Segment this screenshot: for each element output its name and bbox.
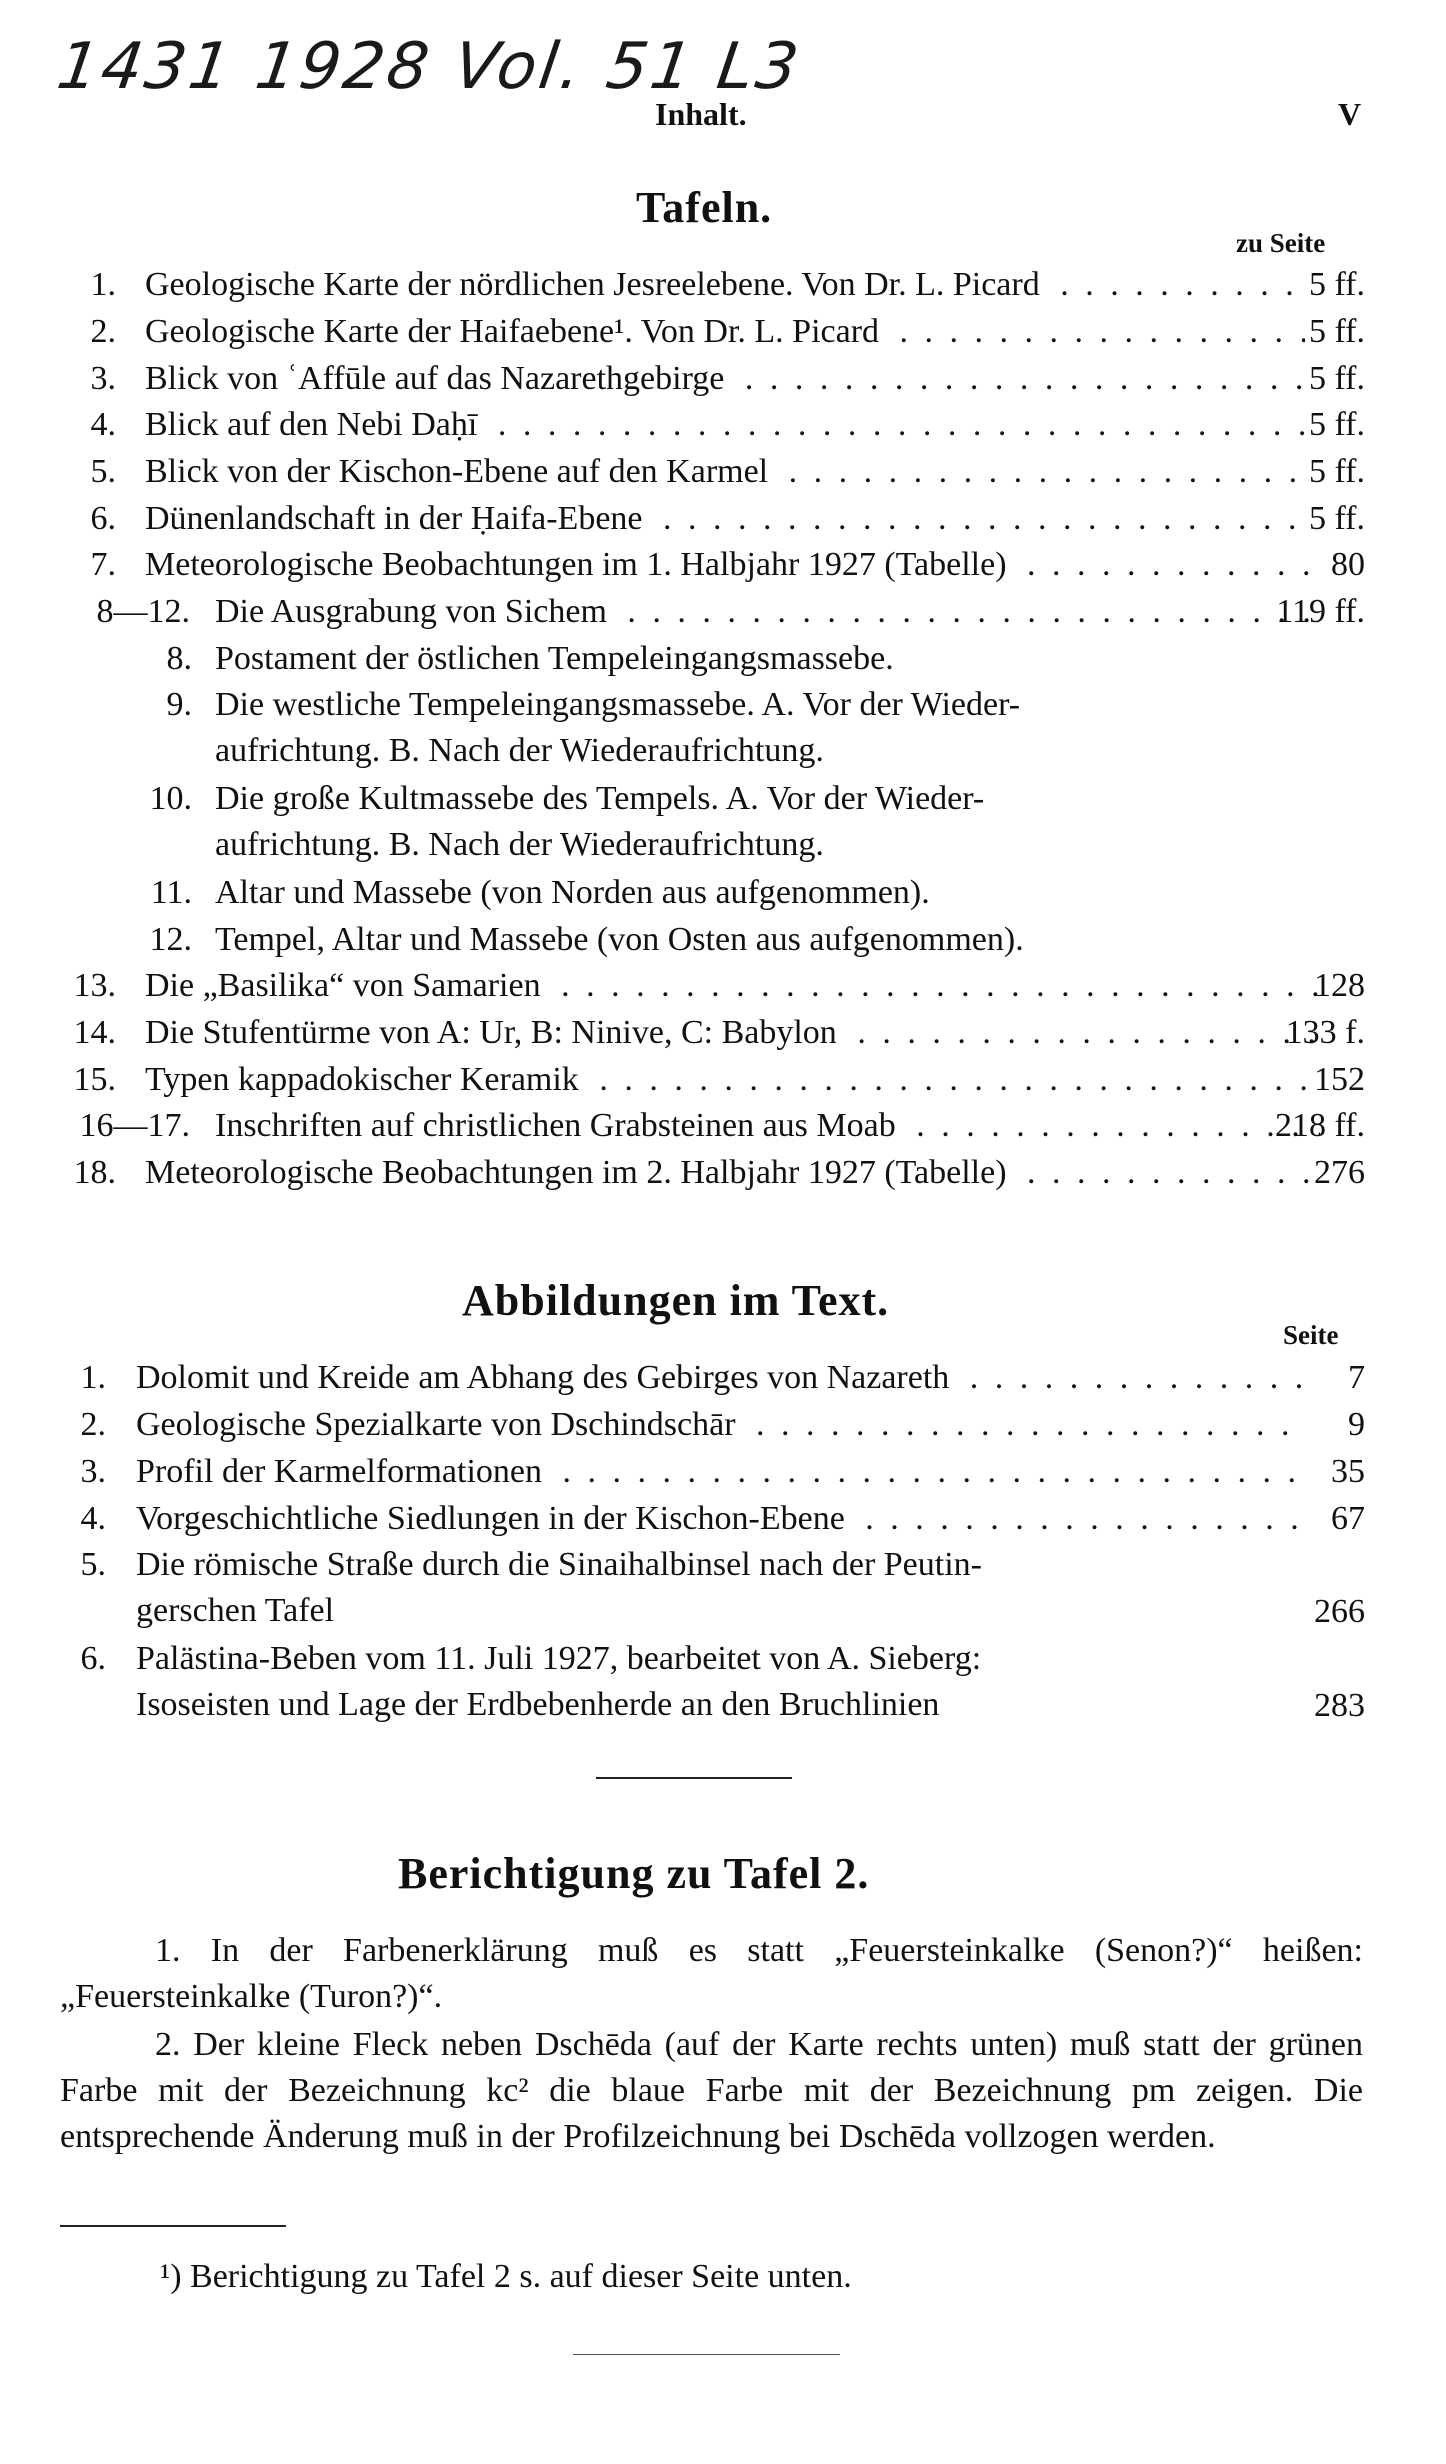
toc-entry-title-text: Die Ausgrabung von Sichem (215, 593, 615, 630)
toc-entry-title (145, 309, 1305, 355)
toc-entry-title (215, 589, 1315, 635)
toc-entry-page: 5 ff. (1308, 360, 1365, 397)
toc-entry-page: 128 (1314, 967, 1365, 1004)
toc-entry-title-text: Postament der östlichen Tempeleingangsmassebe. (215, 640, 902, 677)
toc-entry-page: 9 (1348, 1406, 1365, 1443)
toc-entry-number: 13. (73, 967, 116, 1004)
toc-entry-page: 5 ff. (1308, 313, 1365, 350)
toc-entry-page: 133 f. (1285, 1014, 1365, 1051)
toc-entry-title (136, 1636, 1336, 1682)
toc-entry-page: 119 ff. (1276, 593, 1365, 630)
toc-entry-page: 5 ff. (1308, 406, 1365, 443)
toc-entry-number: 2. (80, 1406, 106, 1443)
toc-entry-continuation-text: aufrichtung. B. Nach der Wiederaufrichtung. (215, 732, 824, 769)
toc-entry-title (136, 1496, 1308, 1542)
toc-entry-number: 14. (73, 1014, 116, 1051)
toc-entry-number: 8. (166, 640, 192, 677)
toc-entry-number: 3. (80, 1453, 106, 1490)
toc-entry-title-text: Vorgeschichtliche Siedlungen in der Kischon-Ebene (136, 1500, 853, 1537)
toc-entry-title-text: Inschriften auf christlichen Grabsteinen aus Moab (215, 1107, 904, 1144)
toc-entry-page: 7 (1348, 1359, 1365, 1396)
abbildungen-heading: Abbildungen im Text. (462, 1276, 890, 1325)
toc-entry-page: 152 (1314, 1061, 1365, 1098)
toc-entry-title (136, 1542, 1336, 1588)
bottom-rule (573, 2354, 840, 2355)
toc-entry-title (215, 776, 1365, 822)
toc-entry-page: 218 ff. (1274, 1107, 1365, 1144)
berichtigung-heading: Berichtigung zu Tafel 2. (398, 1849, 870, 1898)
footnote: ¹) Berichtigung zu Tafel 2 s. auf dieser Seite unten. (160, 2258, 852, 2295)
toc-entry-title-text: Palästina-Beben vom 11. Juli 1927, bearbeitet von A. Sieberg: (136, 1640, 989, 1677)
toc-entry-page: 67 (1331, 1500, 1365, 1537)
section-divider (596, 1777, 792, 1779)
toc-entry-number: 7. (90, 546, 116, 583)
toc-entry-title (145, 963, 1320, 1009)
toc-entry-number: 15. (73, 1061, 116, 1098)
toc-entry (60, 1057, 1365, 1103)
toc-entry (60, 542, 1365, 588)
toc-entry-page: 5 ff. (1308, 266, 1365, 303)
toc-entry-title (215, 682, 1365, 728)
toc-entry-title (136, 1402, 1308, 1448)
toc-entry-title-text: Blick auf den Nebi Daḥī (145, 406, 485, 443)
toc-entry (60, 636, 1365, 682)
toc-entry-title-text: Meteorologische Beobachtungen im 2. Halbjahr 1927 (Tabelle) (145, 1154, 1015, 1191)
running-head-page-numeral: V (1338, 96, 1362, 132)
toc-entry-number: 18. (73, 1154, 116, 1191)
toc-entry (60, 917, 1365, 963)
toc-entry-title (215, 917, 1365, 963)
toc-entry-number: 6. (90, 500, 116, 537)
toc-entry-title-text: Typen kappadokischer Keramik (145, 1061, 587, 1098)
toc-entry-title (215, 1103, 1320, 1149)
toc-entry-page: 5 ff. (1308, 500, 1365, 537)
tafeln-column-header: zu Seite (1236, 228, 1326, 258)
running-head-title: Inhalt. (655, 96, 747, 132)
toc-entry-continuation-text: gerschen Tafel (136, 1592, 335, 1629)
toc-entry-title-text: Die römische Straße durch die Sinaihalbinsel nach der Peutin- (136, 1546, 990, 1583)
toc-entry (60, 682, 1365, 728)
toc-entry (60, 1355, 1365, 1401)
toc-entry-page: 276 (1314, 1154, 1365, 1191)
toc-entry-page: 5 ff. (1308, 453, 1365, 490)
toc-entry-title (145, 402, 1305, 448)
toc-entry (60, 589, 1365, 635)
toc-entry-number: 3. (90, 360, 116, 397)
toc-entry-page: 266 (1314, 1593, 1365, 1630)
handwritten-note: 1431 1928 Vol. 51 L3 (52, 30, 806, 104)
toc-entry-title-text: Dünenlandschaft in der Ḥaifa-Ebene (145, 500, 651, 537)
toc-entry (60, 1449, 1365, 1495)
abbildungen-column-header: Seite (1283, 1320, 1339, 1350)
toc-entry-number: 4. (80, 1500, 106, 1537)
toc-entry-page: 35 (1331, 1453, 1365, 1490)
tafeln-heading: Tafeln. (636, 183, 773, 232)
toc-entry-title-text: Die Stufentürme von A: Ur, B: Ninive, C: Babylon (145, 1014, 845, 1051)
toc-entry-title (145, 1010, 1320, 1056)
footnote-rule (60, 2225, 286, 2227)
toc-entry (60, 1150, 1365, 1196)
berichtigung-paragraph-2: 2. Der kleine Fleck neben Dschēda (auf der Karte rechts unten) muß statt der grünen Farbe mit der Bezeichnung kc² die blaue Farbe mit der Bezeichnung pm zeigen. Die entsprechende Änderung muß in der Profilzeichnung bei Dschēda vollzogen werden. (60, 2026, 1363, 2155)
toc-entry (60, 449, 1365, 495)
toc-entry-number: 5. (90, 453, 116, 490)
toc-entry-title-text: Blick von der Kischon-Ebene auf den Karmel (145, 453, 776, 490)
toc-entry-number: 1. (80, 1359, 106, 1396)
toc-entry (60, 356, 1365, 402)
toc-entry-title (145, 1150, 1325, 1196)
toc-entry-page: 283 (1314, 1687, 1365, 1724)
toc-entry-continuation (136, 1588, 1308, 1634)
toc-entry-title (145, 542, 1325, 588)
toc-entry-title (136, 1355, 1308, 1401)
toc-entry-title-text: Geologische Spezialkarte von Dschindschār (136, 1406, 744, 1443)
toc-entry-title (136, 1449, 1308, 1495)
toc-entry (60, 1496, 1365, 1542)
toc-entry-title-text: Dolomit und Kreide am Abhang des Gebirges von Nazareth (136, 1359, 957, 1396)
toc-entry-number: 8—12. (96, 593, 190, 630)
toc-entry-title-text: Altar und Massebe (von Norden aus aufgenommen). (215, 874, 938, 911)
toc-entry-title-text: Die große Kultmassebe des Tempels. A. Vor der Wieder- (215, 780, 992, 817)
toc-entry-title (145, 496, 1305, 542)
toc-entry (60, 870, 1365, 916)
toc-entry-continuation-text: Isoseisten und Lage der Erdbebenherde an den Bruchlinien (136, 1686, 940, 1723)
toc-entry-continuation-text: aufrichtung. B. Nach der Wiederaufrichtung. (215, 826, 824, 863)
toc-entry-number: 9. (166, 686, 192, 723)
toc-entry (60, 1010, 1365, 1056)
toc-entry-title (145, 449, 1305, 495)
toc-entry-page: 80 (1331, 546, 1365, 583)
toc-entry (60, 963, 1365, 1009)
toc-entry-title-text: Meteorologische Beobachtungen im 1. Halbjahr 1927 (Tabelle) (145, 546, 1015, 583)
toc-entry-continuation (215, 728, 824, 774)
toc-entry-number: 6. (80, 1640, 106, 1677)
toc-entry (60, 1103, 1365, 1149)
toc-entry-title-text: Geologische Karte der Haifaebene¹. Von Dr. L. Picard (145, 313, 887, 350)
toc-entry (60, 309, 1365, 355)
toc-entry-number: 4. (90, 406, 116, 443)
berichtigung-paragraph-1: 1. In der Farbenerklärung muß es statt „Feuersteinkalke (Senon?)“ heißen: „Feuersteinkalke (Turon?)“. (60, 1932, 1363, 2015)
toc-entry-title (215, 636, 1315, 682)
toc-entry (60, 1402, 1365, 1448)
toc-entry-number: 2. (90, 313, 116, 350)
toc-entry (60, 402, 1365, 448)
toc-entry-title-text: Blick von ʿAffūle auf das Nazarethgebirge (145, 360, 732, 397)
toc-entry-number: 11. (150, 874, 192, 911)
toc-entry (60, 776, 1365, 822)
toc-entry-number: 5. (80, 1546, 106, 1583)
toc-entry-number: 12. (149, 921, 192, 958)
toc-entry-title (145, 356, 1305, 402)
toc-entry-title (215, 870, 1365, 916)
toc-entry-title-text: Die westliche Tempeleingangsmassebe. A. Vor der Wieder- (215, 686, 1028, 723)
toc-entry-title-text: Die „Basilika“ von Samarien (145, 967, 549, 1004)
toc-entry-number: 10. (149, 780, 192, 817)
toc-entry-title-text: Tempel, Altar und Massebe (von Osten aus aufgenommen). (215, 921, 1032, 958)
toc-entry-title (145, 1057, 1320, 1103)
toc-entry-title (145, 262, 1305, 308)
toc-entry-title-text: Geologische Karte der nördlichen Jesreelebene. Von Dr. L. Picard (145, 266, 1048, 303)
toc-entry-title-text: Profil der Karmelformationen (136, 1453, 550, 1490)
toc-entry (60, 496, 1365, 542)
toc-entry-continuation (136, 1682, 1308, 1728)
toc-entry (60, 262, 1365, 308)
toc-entry-number: 1. (90, 266, 116, 303)
toc-entry-continuation (215, 822, 824, 868)
toc-entry-number: 16—17. (79, 1107, 190, 1144)
